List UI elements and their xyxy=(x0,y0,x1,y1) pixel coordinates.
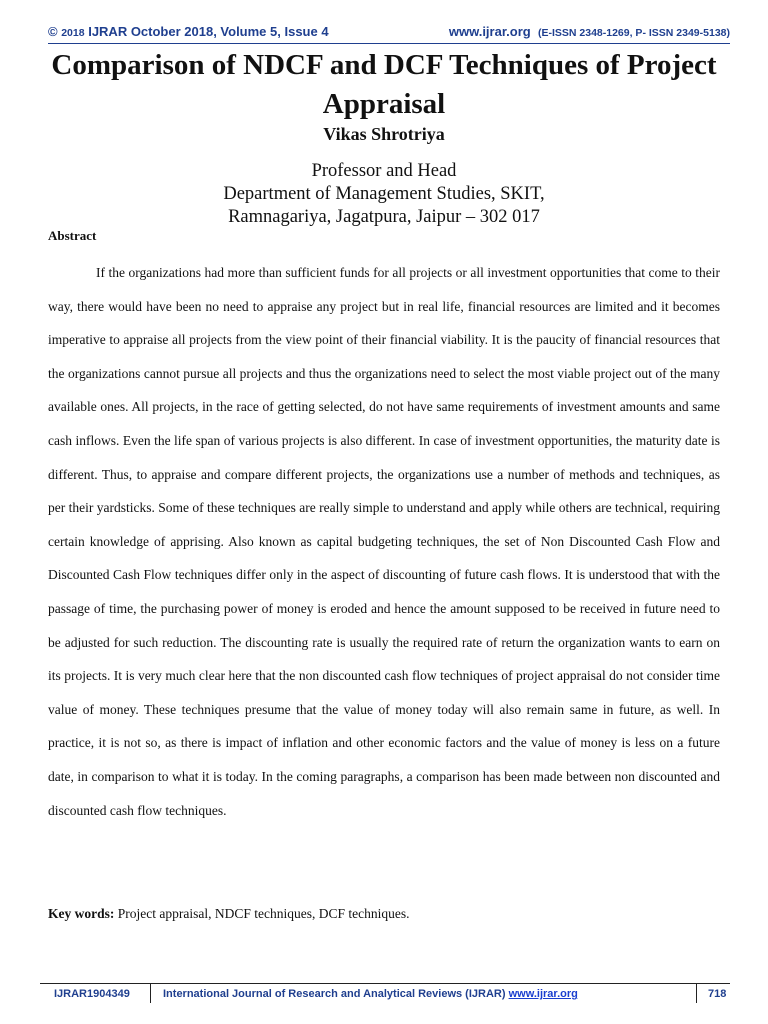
footer-journal xyxy=(163,988,578,1000)
keywords-text: Project appraisal, NDCF techniques, DCF techniques. xyxy=(117,906,410,921)
running-header xyxy=(48,24,730,44)
copyright-symbol: © xyxy=(48,24,58,39)
running-footer xyxy=(40,986,730,1006)
affiliation-position: Professor and Head xyxy=(311,161,457,181)
footer-separator xyxy=(150,983,151,1003)
keywords-line xyxy=(48,906,720,922)
header-site-info xyxy=(449,24,730,39)
affiliation-department: Department of Management Studies, SKIT, xyxy=(223,184,545,204)
header-website-link[interactable]: www.ijrar.org xyxy=(448,24,531,39)
abstract-heading: Abstract xyxy=(48,228,97,243)
footer-separator xyxy=(696,983,697,1003)
header-issue: IJRAR October 2018, Volume 5, Issue 4 xyxy=(88,24,329,39)
header-divider xyxy=(48,43,730,44)
affiliation-address: Ramnagariya, Jagatpura, Jaipur – 302 017 xyxy=(228,207,540,227)
footer-website-link[interactable]: www.ijrar.org xyxy=(508,988,578,1000)
paper-title: Comparison of NDCF and DCF Techniques of Project Appraisal xyxy=(51,49,717,120)
abstract-body: If the organizations had more than sufficient funds for all projects or all investment opportunities that come to their way, there would have been no need to appraise any project but in real life, financial resources are limited and it becomes imperative to appraise all projects from the view point of their financial viability. It is the paucity of financial resources that the organizations cannot pursue all projects and thus the organizations need to select the most viable project out of the many available ones. All projects, in the race of getting selected, do not have same requirements of investment amounts and same cash inflows. Even the life span of various projects is also different. In case of investment opportunities, the maturity date is different. Thus, to appraise and compare different projects, the organizations use a number of methods and techniques, as per their yardsticks. Some of these techniques are really simple to understand and apply while others are technical, requiring certain knowledge of apprising. Also known as capital budgeting techniques, the set of Non Discounted Cash Flow and Discounted Cash Flow techniques differ only in the aspect of discounting of future cash flows. It is understood that with the passage of time, the purchasing power of money is eroded and hence the amount supposed to be received in future need to be adjusted for such reduction. The discounting rate is usually the required rate of return the organization wants to earn on its projects. It is very much clear here that the non discounted cash flow techniques of project appraisal do not consider time value of money. These techniques presume that the value of money today will also remain same in future, as well. In practice, it is not so, as there is impact of inflation and other economic factors and the value of money is less on a future date, in comparison to what it is today. In the coming paragraphs, a comparison has been made between non discounted and discounted cash flow techniques. xyxy=(48,265,720,818)
paper-author: Vikas Shrotriya xyxy=(323,124,445,144)
footer-journal-name: International Journal of Research and Analytical Reviews (IJRAR) xyxy=(163,988,506,1000)
header-issn: (E-ISSN 2348-1269, P- ISSN 2349-5138) xyxy=(537,27,730,39)
page-number: 718 xyxy=(708,988,727,1000)
keywords-label: Key words: xyxy=(48,906,115,921)
footer-paper-id: IJRAR1904349 xyxy=(54,988,130,1000)
footer-divider xyxy=(40,983,730,984)
author-affiliation xyxy=(40,160,728,229)
header-journal-info xyxy=(48,24,329,39)
header-year: 2018 xyxy=(61,27,85,39)
